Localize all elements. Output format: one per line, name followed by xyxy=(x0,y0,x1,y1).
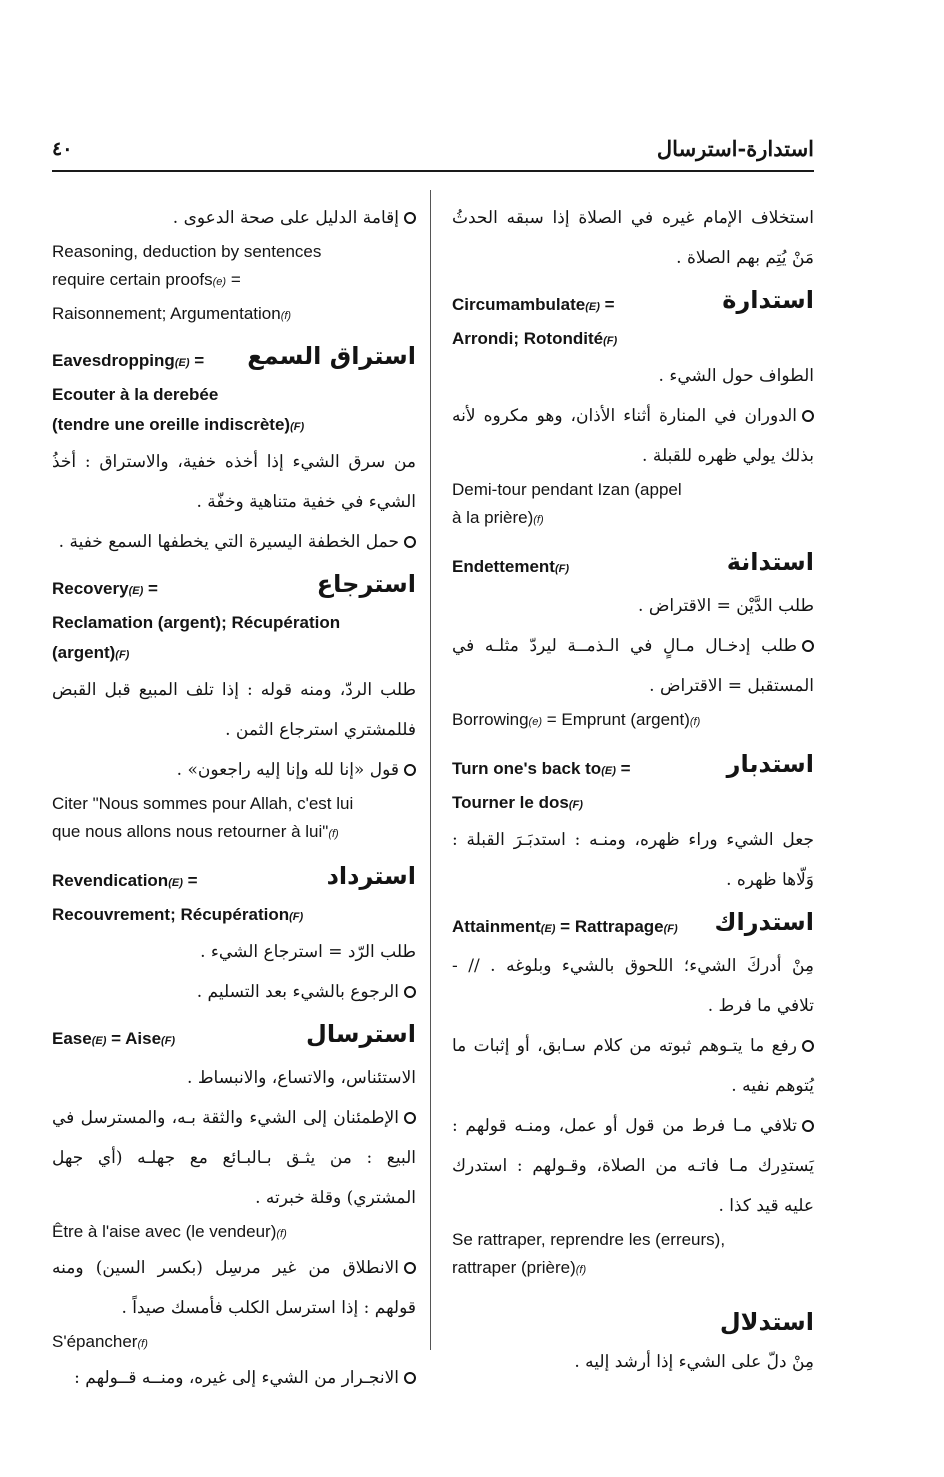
definition-ar: إقامة الدليل على صحة الدعوى . xyxy=(52,198,416,238)
page-number: ٤٠ xyxy=(52,138,73,160)
definition-fr: Être à l'aise avec (le vendeur)(f) xyxy=(52,1222,287,1241)
definition-ar: الاستئناس، والاتساع، والانبساط . xyxy=(187,1068,416,1088)
bullet-circle-icon xyxy=(404,1262,416,1274)
bullet-circle-icon xyxy=(404,536,416,548)
headword-en: Attainment(E) = Rattrapage(F) xyxy=(452,917,678,936)
headword-en: Eavesdropping(E) = xyxy=(52,351,205,370)
definition-fr: rattraper (prière)(f) xyxy=(452,1258,587,1277)
definition-en: Reasoning, deduction by sentences xyxy=(52,242,322,261)
definition-ar: جعل الشيء وراء ظهره، ومنـه : استدبَـرَ القبلة : وَلّاها ظهره . xyxy=(452,830,814,890)
headword-en: Revendication(E) = xyxy=(52,871,198,890)
headword: استرسال xyxy=(306,1020,416,1048)
headword-en: Ease(E) = Aise(F) xyxy=(52,1029,176,1048)
entry-endettement xyxy=(452,548,814,586)
headword: استدبار xyxy=(726,750,814,778)
definition-fr: à la prière)(f) xyxy=(452,508,544,527)
column-divider xyxy=(430,190,431,1350)
header-rule xyxy=(52,170,814,172)
entry-eavesdropping xyxy=(52,342,416,380)
definition-ar: الانطلاق من غير مرسِل (بكسر السين) ومنه قولهم : إذا استرسل الكلب فأمسك صيداً . xyxy=(52,1258,416,1318)
headword-fr: (tendre une oreille indiscrète)(F) xyxy=(52,415,305,434)
headword-fr: Arrondi; Rotondité(F) xyxy=(452,329,618,348)
headword: استراق السمع xyxy=(247,342,416,370)
definition-ar: تلافي مـا فرط من قول أو عمل، ومنـه قولهم : يَستدِرك مـا فاتـه من الصلاة، وقـولهم : استدرك عليه قيد كذا . xyxy=(452,1116,814,1216)
bullet-circle-icon xyxy=(404,1112,416,1124)
definition-ar: طلب الردّ، ومنه قوله : إذا تلف المبيع قبل القبض فللمشتري استرجاع الثمن . xyxy=(52,680,416,740)
entry-attainment xyxy=(452,908,814,946)
definition-fr: Raisonnement; Argumentation(f) xyxy=(52,304,292,323)
definition-fr: Citer "Nous sommes pour Allah, c'est lui xyxy=(52,794,354,813)
definition-ar: الانجـرار من الشيء إلى غيره، ومنــه قــولهم : xyxy=(52,1358,416,1398)
entry-revendication xyxy=(52,862,416,900)
headword: استرداد xyxy=(326,862,416,890)
right-column xyxy=(452,198,814,1382)
headword: استدارة xyxy=(722,286,814,314)
headword: استدانة xyxy=(726,548,814,576)
headword: استرجاع xyxy=(316,570,416,598)
definition-ar: طلب الدَّيْن = الاقتراض . xyxy=(638,596,814,616)
bullet-circle-icon xyxy=(404,1372,416,1384)
bullet-circle-icon xyxy=(802,410,814,422)
headword-fr: (argent)(F) xyxy=(52,643,130,662)
page-header xyxy=(52,130,814,170)
definition-ar: الرجوع بالشيء بعد التسليم . xyxy=(52,972,416,1012)
definition-ar: طلب الرّد = استرجاع الشيء . xyxy=(200,942,416,962)
bullet-circle-icon xyxy=(404,212,416,224)
entry-ease xyxy=(52,1020,416,1058)
definition-ar: قول «إنا لله وإنا إليه راجعون» . xyxy=(52,750,416,790)
headword-en: Endettement(F) xyxy=(452,557,570,576)
bullet-circle-icon xyxy=(404,986,416,998)
definition-en: Borrowing(e) = Emprunt (argent)(f) xyxy=(452,710,701,729)
definition-ar: من سرق الشيء إذا أخذه خفية، والاستراق : أخذُ الشيء في خفية متناهية وخفّة . xyxy=(52,452,416,512)
definition-en: require certain proofs(e) = xyxy=(52,270,241,289)
headword-en: Circumambulate(E) = xyxy=(452,295,615,314)
definition-ar: الإطمئنان إلى الشيء والثقة بـه، والمسترسل في البيع : من يثـق بـالبـائع مع جهلـه (أي جهل المشتري) وقلة خبرته . xyxy=(52,1108,416,1208)
headword: استدلال xyxy=(719,1308,814,1336)
definition-fr: que nous allons nous retourner à lui"(f) xyxy=(52,822,339,841)
bullet-circle-icon xyxy=(802,1120,814,1132)
definition-ar: طلب إدخـال مـالٍ في الـذمــة ليردّ مثلـه في المستقبل = الاقتراض . xyxy=(452,636,814,696)
headword-fr: Tourner le dos(F) xyxy=(452,793,583,812)
entry-recovery xyxy=(52,570,416,608)
headword: استدراك xyxy=(714,908,814,936)
headword-en: Recovery(E) = xyxy=(52,579,158,598)
definition-ar: الطواف حول الشيء . xyxy=(658,366,814,386)
definition-ar: حمل الخطفة اليسيرة التي يخطفها السمع خفية . xyxy=(52,522,416,562)
left-column xyxy=(52,198,416,1398)
headword-fr: Recouvrement; Récupération(F) xyxy=(52,905,304,924)
definition-fr: Demi-tour pendant Izan (appel xyxy=(452,480,682,499)
bullet-circle-icon xyxy=(802,640,814,652)
bullet-circle-icon xyxy=(404,764,416,776)
definition-ar: مِنْ دلّ على الشيء إذا أرشد إليه . xyxy=(574,1352,814,1372)
definition-ar: مِنْ أدركَ الشيء؛ اللحوق بالشيء وبلوغه . // - تلافي ما فرط . xyxy=(452,956,814,1016)
entry-turn-back xyxy=(452,750,814,788)
bullet-circle-icon xyxy=(802,1040,814,1052)
definition-fr: S'épancher(f) xyxy=(52,1332,148,1351)
headword-fr: Reclamation (argent); Récupération xyxy=(52,613,341,632)
entry-circumambulate xyxy=(452,286,814,324)
definition-ar: استخلاف الإمام غيره في الصلاة إذا سبقه الحدثُ مَنْ يُتِم بهم الصلاة . xyxy=(452,208,814,268)
headword-en: Turn one's back to(E) = xyxy=(452,759,631,778)
headword-fr: Ecouter à la derebée xyxy=(52,385,219,404)
definition-fr: Se rattraper, reprendre les (erreurs), xyxy=(452,1230,726,1249)
running-head: استدارة-استرسال xyxy=(656,136,814,161)
definition-ar: رفع ما يتـوهم ثبوته من كلام سـابق، أو إثبات ما يُتوهم نفيه . xyxy=(452,1036,814,1096)
definition-ar: الدوران في المنارة أثناء الأذان، وهو مكروه لأنه بذلك يولي ظهره للقبلة . xyxy=(452,406,814,466)
